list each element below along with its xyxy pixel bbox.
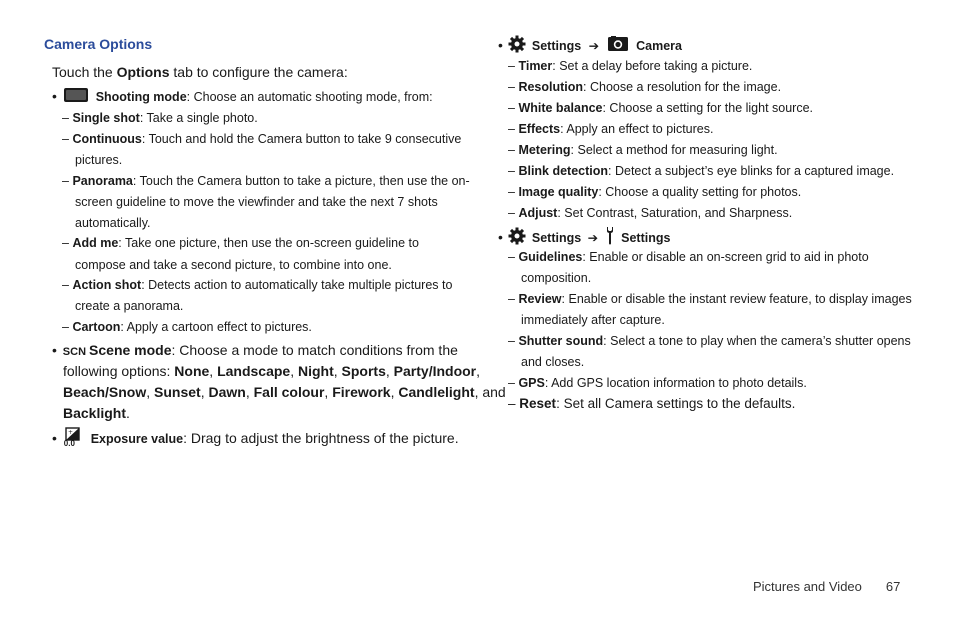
item-desc: : Apply a cartoon effect to pictures. <box>120 320 312 334</box>
list-item <box>508 374 807 392</box>
item-desc: : Add GPS location information to photo details. <box>544 376 807 390</box>
intro-post: tab to configure the camera: <box>169 64 348 80</box>
separator: , <box>209 363 218 379</box>
scene-option: Night <box>298 363 334 379</box>
scene-mode-line <box>52 341 458 361</box>
dash: – <box>508 396 516 411</box>
dash: – <box>508 376 515 390</box>
item-label: Timer <box>518 59 553 73</box>
item-label: Action shot <box>72 278 142 292</box>
item-desc: : Set a delay before taking a picture. <box>552 59 753 73</box>
page-footer <box>753 579 900 594</box>
dash: – <box>508 101 515 115</box>
bullet: • <box>52 342 57 358</box>
item-desc: : Select a method for measuring light. <box>570 143 778 157</box>
shooting-mode-icon <box>63 87 89 107</box>
camera-label: Camera <box>636 38 682 53</box>
item-continuation: composition. <box>521 271 592 285</box>
period: . <box>126 405 130 421</box>
item-desc: : Choose a setting for the light source. <box>602 101 814 115</box>
dash: – <box>62 174 69 188</box>
intro-options: Options <box>116 64 170 80</box>
separator: , <box>290 363 298 379</box>
options-intro: following options: <box>63 363 175 379</box>
item-label: Continuous <box>72 132 142 146</box>
item-desc: : Set all Camera settings to the defaults. <box>556 396 796 411</box>
item-label: Review <box>518 292 562 306</box>
item-continuation: automatically. <box>75 216 151 230</box>
bullet: • <box>52 430 57 446</box>
scene-mode-options-line1: following options: None, Landscape, Night, Sports, Party/Indoor, <box>63 363 481 379</box>
dash: – <box>62 236 69 250</box>
item-desc: : Touch the Camera button to take a picture, then use the on- <box>132 174 470 188</box>
item-label: Single shot <box>72 111 140 125</box>
list-item <box>508 141 778 159</box>
scene-mode-desc: : Choose a mode to match conditions from the <box>171 342 458 358</box>
item-continuation: pictures. <box>75 153 123 167</box>
item-label: Cartoon <box>72 320 121 334</box>
item-label: Resolution <box>518 80 584 94</box>
intro-text <box>52 64 348 80</box>
item-label: White balance <box>518 101 603 115</box>
dash: – <box>508 80 515 94</box>
dash: – <box>508 206 515 220</box>
item-label: GPS <box>518 376 545 390</box>
separator: , <box>385 363 394 379</box>
item-desc: : Enable or disable the instant review feature, to display images <box>561 292 912 306</box>
list-item <box>62 130 461 148</box>
separator: , <box>390 384 399 400</box>
dash: – <box>508 250 515 264</box>
bullet: • <box>498 36 503 53</box>
camera-settings-line <box>498 35 682 58</box>
item-label: Metering <box>518 143 571 157</box>
item-label: Shutter sound <box>518 334 604 348</box>
item-label: Effects <box>518 122 561 136</box>
section-heading: Camera Options <box>44 36 153 52</box>
item-label: Blink detection <box>518 164 609 178</box>
dash: – <box>62 278 69 292</box>
dash: – <box>508 185 515 199</box>
footer-section: Pictures and Video <box>753 579 862 594</box>
item-label: Reset <box>519 396 557 411</box>
item-continuation: compose and take a second picture, to combine into one. <box>75 258 392 272</box>
scene-mode-icon: SCN <box>62 346 87 358</box>
scene-option: Candlelight <box>398 384 475 400</box>
dash: – <box>508 292 515 306</box>
dash: – <box>62 111 69 125</box>
item-label: Guidelines <box>518 250 583 264</box>
item-continuation: create a panorama. <box>75 299 184 313</box>
item-desc: : Take one picture, then use the on-screen guideline to <box>118 236 419 250</box>
bullet: • <box>498 228 503 245</box>
separator: , <box>333 363 342 379</box>
item-desc: : Take a single photo. <box>139 111 258 125</box>
dash: – <box>62 320 69 334</box>
page-number: 67 <box>885 579 901 594</box>
list-item <box>508 78 781 96</box>
bullet: • <box>52 88 57 104</box>
item-label: Panorama <box>72 174 133 188</box>
item-continuation: and closes. <box>521 355 585 369</box>
scene-option: Backlight <box>63 405 127 421</box>
exposure-icon-value: 0.0 <box>63 439 75 448</box>
item-desc: : Touch and hold the Camera button to take 9 consecutive <box>141 132 462 146</box>
scene-mode-options-line2 <box>63 383 506 401</box>
separator: , <box>245 384 254 400</box>
item-label: Adjust <box>518 206 558 220</box>
dash: – <box>62 132 69 146</box>
exposure-label: Exposure value <box>90 432 184 446</box>
dash: – <box>508 334 515 348</box>
arrow-icon: ➔ <box>587 230 599 245</box>
gear-icon <box>508 227 526 250</box>
list-item <box>508 99 813 117</box>
dash: – <box>508 122 515 136</box>
exposure-icon <box>63 427 83 449</box>
scene-option: Fall colour <box>253 384 325 400</box>
item-desc: : Choose a resolution for the image. <box>583 80 782 94</box>
intro-pre: Touch the <box>52 64 117 80</box>
list-item <box>62 172 470 190</box>
list-item <box>62 109 258 127</box>
list-item <box>508 248 869 266</box>
list-item <box>508 120 713 138</box>
scene-option: Dawn <box>208 384 246 400</box>
item-continuation: screen guideline to move the viewfinder and take the next 7 shots <box>75 195 438 209</box>
gear-icon <box>508 35 526 58</box>
list-item <box>508 395 795 413</box>
list-item <box>508 57 752 75</box>
item-desc: : Detect a subject’s eye blinks for a captured image. <box>608 164 895 178</box>
scene-option: Party/Indoor <box>393 363 477 379</box>
separator: , <box>146 384 155 400</box>
settings-label: Settings <box>531 38 582 53</box>
shooting-mode-line <box>52 87 433 107</box>
item-desc: : Detects action to automatically take multiple pictures to <box>141 278 453 292</box>
dash: – <box>508 143 515 157</box>
item-desc: : Set Contrast, Saturation, and Sharpness. <box>557 206 793 220</box>
item-desc: : Apply an effect to pictures. <box>560 122 714 136</box>
scene-option: Landscape <box>217 363 291 379</box>
item-desc: : Enable or disable an on-screen grid to aid in photo <box>582 250 869 264</box>
list-item <box>508 204 792 222</box>
shooting-mode-desc: : Choose an automatic shooting mode, from: <box>186 90 433 104</box>
scene-option: Beach/Snow <box>63 384 147 400</box>
list-item <box>62 276 452 294</box>
settings-label: Settings <box>531 230 582 245</box>
list-item <box>508 332 911 350</box>
shooting-mode-label: Shooting mode <box>95 90 187 104</box>
scene-option: Firework <box>332 384 391 400</box>
list-item <box>508 183 801 201</box>
item-label: Add me <box>72 236 119 250</box>
item-label: Image quality <box>518 185 599 199</box>
separator: , <box>200 384 209 400</box>
list-item <box>62 234 419 252</box>
exposure-desc: : Drag to adjust the brightness of the picture. <box>183 430 459 446</box>
scene-option: Sunset <box>154 384 201 400</box>
scene-option: Sports <box>341 363 386 379</box>
camera-icon <box>607 36 629 57</box>
separator: , <box>324 384 333 400</box>
list-item <box>508 290 912 308</box>
exposure-line <box>52 427 459 449</box>
item-desc: : Select a tone to play when the camera’s shutter opens <box>603 334 911 348</box>
dash: – <box>508 59 515 73</box>
scene-mode-options-line3 <box>63 404 130 422</box>
arrow-icon: ➔ <box>588 38 600 53</box>
item-desc: : Choose a quality setting for photos. <box>598 185 802 199</box>
item-continuation: immediately after capture. <box>521 313 665 327</box>
settings-label-2: Settings <box>621 230 671 245</box>
list-item <box>508 162 894 180</box>
and-word: , and <box>474 384 506 400</box>
scene-option: None <box>174 363 210 379</box>
scene-mode-label: Scene mode <box>89 342 172 358</box>
svg-text:+: + <box>67 429 73 436</box>
dash: – <box>508 164 515 178</box>
list-item <box>62 318 312 336</box>
